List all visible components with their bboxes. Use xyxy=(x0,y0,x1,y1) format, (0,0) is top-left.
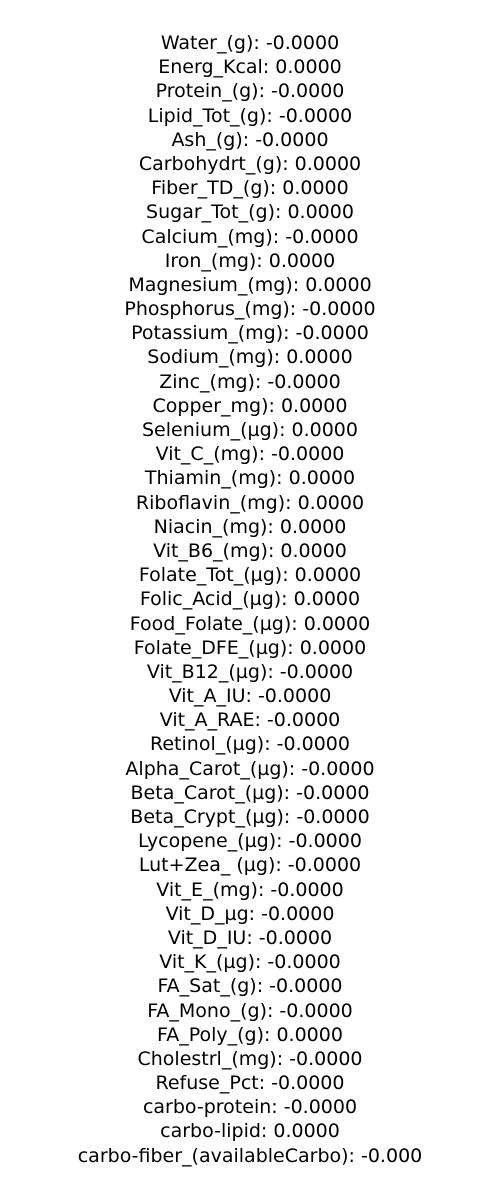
coefficient-line: FA_Mono_(g): -0.0000 xyxy=(147,999,353,1022)
coefficient-line: Folate_Tot_(µg): 0.0000 xyxy=(138,564,362,587)
coefficient-line: Vit_C_(mg): -0.0000 xyxy=(155,443,345,466)
coefficient-line: Magnesium_(mg): 0.0000 xyxy=(128,273,372,296)
coefficient-line: Vit_D_µg: -0.0000 xyxy=(165,902,335,925)
coefficient-line: Folic_Acid_(µg): 0.0000 xyxy=(139,588,361,611)
coefficient-line: Zinc_(mg): -0.0000 xyxy=(159,370,341,393)
coefficient-line: Vit_B6_(mg): 0.0000 xyxy=(153,539,347,562)
coefficient-line: Potassium_(mg): -0.0000 xyxy=(131,322,369,345)
coefficient-list xyxy=(0,31,500,1168)
coefficient-line: FA_Sat_(g): -0.0000 xyxy=(157,975,343,998)
coefficient-line: Copper_mg): 0.0000 xyxy=(152,394,348,417)
coefficient-line: Niacin_(mg): 0.0000 xyxy=(153,515,347,538)
coefficient-line: Retinol_(µg): -0.0000 xyxy=(150,733,350,756)
coefficient-line: Vit_K_(µg): -0.0000 xyxy=(159,951,341,974)
coefficient-line: Ash_(g): -0.0000 xyxy=(171,128,329,151)
coefficient-line: Lipid_Tot_(g): -0.0000 xyxy=(147,104,353,127)
coefficient-line: Lut+Zea_ (µg): -0.0000 xyxy=(138,854,362,877)
coefficient-line: Vit_A_IU: -0.0000 xyxy=(168,685,332,708)
coefficient-line: Vit_B12_(µg): -0.0000 xyxy=(146,660,354,683)
coefficient-line: FA_Poly_(g): 0.0000 xyxy=(157,1023,343,1046)
coefficient-line: Vit_D_IU: -0.0000 xyxy=(167,926,333,949)
coefficient-line: Cholestrl_(mg): -0.0000 xyxy=(137,1047,363,1070)
coefficient-line: Refuse_Pct: -0.0000 xyxy=(155,1072,345,1095)
coefficient-line: Energ_Kcal: 0.0000 xyxy=(158,56,342,79)
coefficient-line: carbo-lipid: 0.0000 xyxy=(160,1120,340,1143)
coefficient-line: Beta_Carot_(µg): -0.0000 xyxy=(130,781,370,804)
coefficient-line: Vit_A_RAE: -0.0000 xyxy=(159,709,341,732)
coefficient-line: Fiber_TD_(g): 0.0000 xyxy=(151,177,349,200)
coefficient-line: Protein_(g): -0.0000 xyxy=(155,80,345,103)
coefficient-line: Calcium_(mg): -0.0000 xyxy=(141,225,359,248)
coefficient-line: carbo-fiber_(availableCarbo): -0.000 xyxy=(77,1144,423,1167)
coefficient-line: Riboflavin_(mg): 0.0000 xyxy=(135,491,365,514)
coefficient-line: Iron_(mg): 0.0000 xyxy=(164,249,336,272)
coefficient-line: Water_(g): -0.0000 xyxy=(160,32,340,54)
coefficient-line: Thiamin_(mg): 0.0000 xyxy=(144,467,356,490)
coefficient-line: Sodium_(mg): 0.0000 xyxy=(147,346,353,369)
coefficient-line: Food_Folate_(µg): 0.0000 xyxy=(129,612,371,635)
coefficient-line: Alpha_Carot_(µg): -0.0000 xyxy=(125,757,375,780)
coefficient-line: Lycopene_(µg): -0.0000 xyxy=(138,830,362,853)
coefficient-line: Selenium_(µg): 0.0000 xyxy=(142,419,358,441)
coefficient-line: Sugar_Tot_(g): 0.0000 xyxy=(146,201,354,224)
coefficient-line: carbo-protein: -0.0000 xyxy=(142,1096,358,1119)
coefficient-line: Folate_DFE_(µg): 0.0000 xyxy=(133,636,367,659)
coefficient-line: Carbohydrt_(g): 0.0000 xyxy=(138,152,362,175)
coefficient-line: Vit_E_(mg): -0.0000 xyxy=(156,878,344,901)
coefficient-line: Beta_Crypt_(µg): -0.0000 xyxy=(130,806,370,828)
coefficient-line: Phosphorus_(mg): -0.0000 xyxy=(124,298,376,321)
